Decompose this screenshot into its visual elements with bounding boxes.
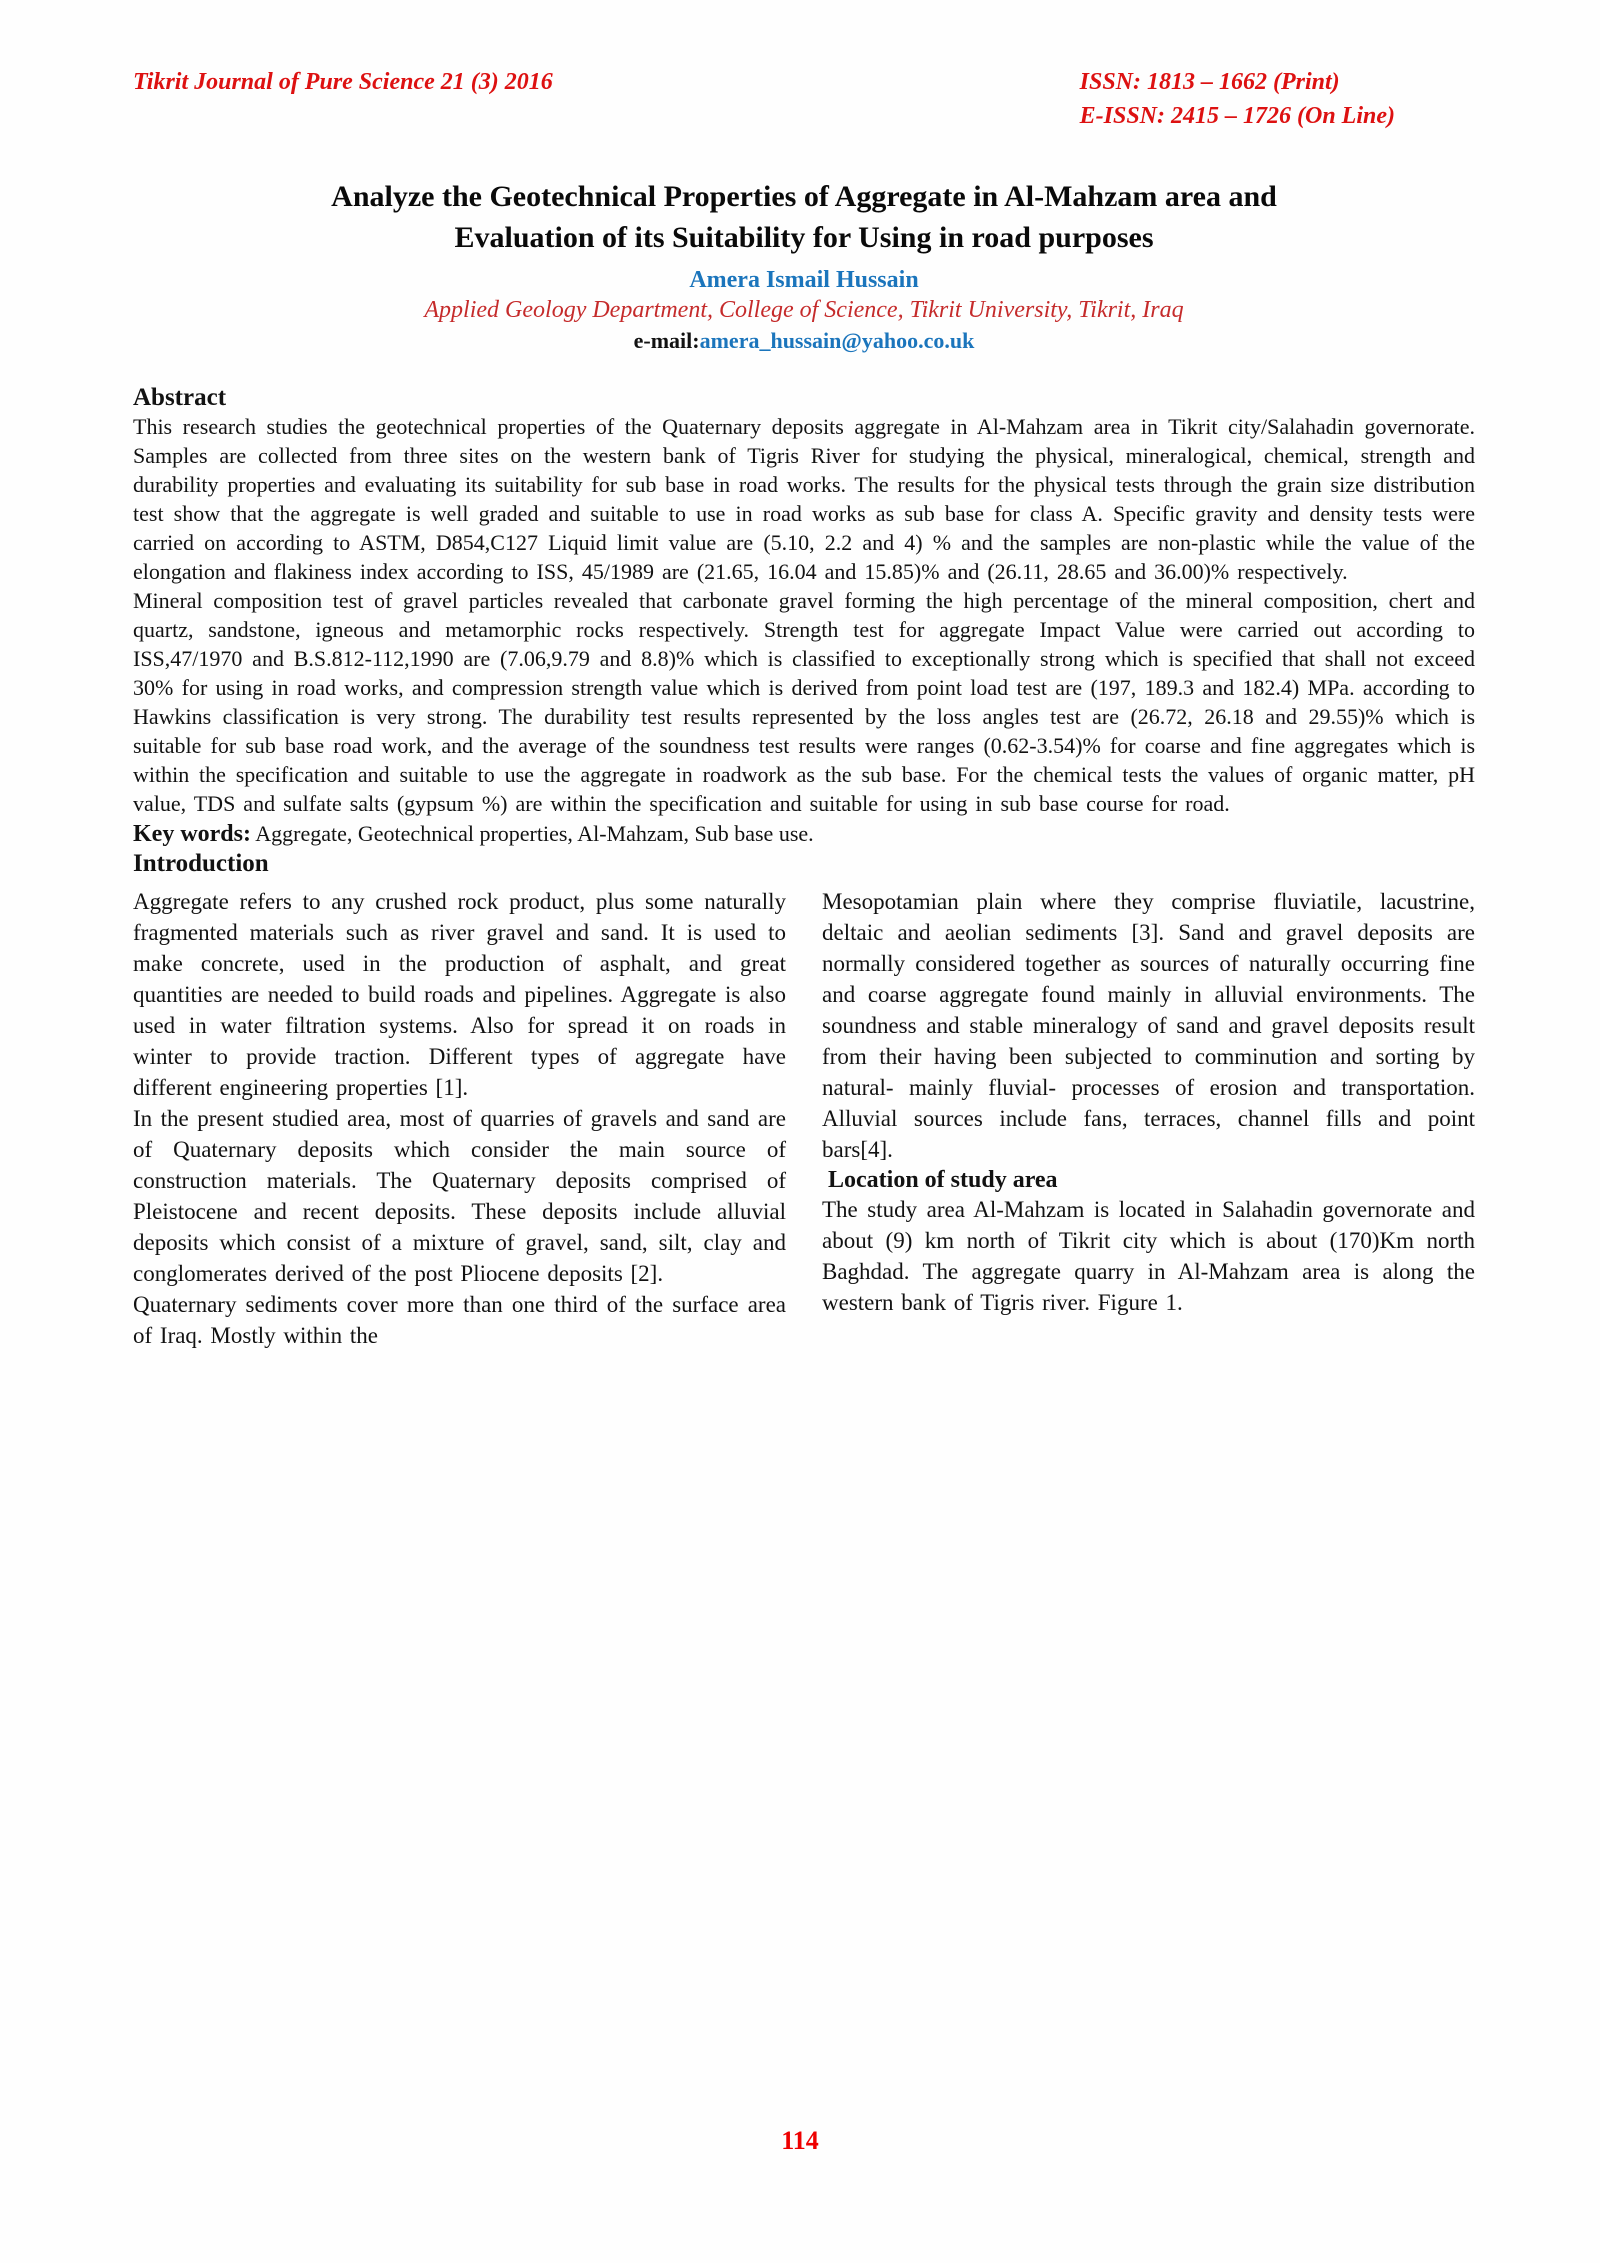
paper-title-line1: Analyze the Geotechnical Properties of Aggregate in Al-Mahzam area and bbox=[331, 180, 1277, 214]
right-column bbox=[822, 886, 1475, 1351]
introduction-heading: Introduction bbox=[133, 850, 269, 878]
email-address[interactable]: amera_hussain@yahoo.co.uk bbox=[699, 328, 975, 354]
email-line bbox=[133, 328, 1475, 354]
issn-print: ISSN: 1813 – 1662 (Print) bbox=[1079, 69, 1340, 95]
left-column bbox=[133, 886, 786, 1351]
intro-right-paragraph: Mesopotamian plain where they comprise fluviatile, lacustrine, deltaic and aeolian sediments [3]. Sand and gravel deposits are normally considered together as sources of naturally occurring fine and coarse aggregate found mainly in alluvial environments. The soundness and stable mineralogy of sand and gravel deposits result from their having been subjected to comminution and sorting by natural- mainly fluvial- processes of erosion and transportation. Alluvial sources include fans, terraces, channel fills and point bars[4]. bbox=[822, 889, 1475, 1163]
intro-left-paragraph-1: Aggregate refers to any crushed rock product, plus some naturally fragmented materials such as river gravel and sand. It is used to make concrete, used in the production of asphalt, and great quantities are needed to build roads and pipelines. Aggregate is also used in water filtration systems. Also for spread it on roads in winter to provide traction. Different types of aggregate have different engineering properties [1]. bbox=[133, 889, 786, 1101]
two-column-body bbox=[133, 886, 1475, 1351]
journal-title: Tikrit Journal of Pure Science 21 (3) 2016 bbox=[133, 69, 553, 95]
issn-block bbox=[1080, 66, 1475, 133]
issn-online: E-ISSN: 2415 – 1726 (On Line) bbox=[1079, 102, 1395, 129]
email-label: e-mail: bbox=[633, 328, 700, 354]
page-number: 114 bbox=[781, 2126, 819, 2155]
keywords-text: Aggregate, Geotechnical properties, Al-Mahzam, Sub base use. bbox=[255, 821, 814, 847]
page-header bbox=[133, 66, 1475, 133]
intro-left-paragraph-3: Quaternary sediments cover more than one third of the surface area of Iraq. Mostly within the bbox=[133, 1292, 786, 1349]
abstract-paragraph-2: Mineral composition test of gravel particles revealed that carbonate gravel forming the high percentage of the mineral composition, chert and quartz, sandstone, igneous and metamorphic rocks respectively. Strength test for aggregate Impact Value were carried out according to ISS,47/1970 and B.S.812-112,1990 are (7.06,9.79 and 8.8)% which is classified to exceptionally strong which is specified that shall not exceed 30% for using in road works, and compression strength value which is derived from point load test are (197, 189.3 and 182.4) MPa. according to Hawkins classification is very strong. The durability test results represented by the loss angles test are (26.72, 26.18 and 29.55)% which is suitable for sub base road work, and the average of the soundness test results were ranges (0.62-3.54)% for coarse and fine aggregates which is within the specification and suitable to use the aggregate in roadwork as the sub base. For the chemical tests the values of organic matter, pH value, TDS and sulfate salts (gypsum %) are within the specification and suitable for using in sub base course for road. bbox=[133, 588, 1475, 817]
abstract-heading: Abstract bbox=[133, 384, 227, 412]
paper-title-line2: Evaluation of its Suitability for Using in road purposes bbox=[454, 220, 1154, 254]
keywords-line bbox=[133, 821, 1475, 848]
location-heading: Location of study area bbox=[828, 1167, 1058, 1194]
intro-left-paragraph-2: In the present studied area, most of quarries of gravels and sand are of Quaternary deposits which consider the main source of construction materials. The Quaternary deposits comprised of Pleistocene and recent deposits. These deposits include alluvial deposits which consist of a mixture of gravel, sand, silt, clay and conglomerates derived of the post Pliocene deposits [2]. bbox=[133, 1106, 786, 1287]
abstract-paragraph-1: This research studies the geotechnical properties of the Quaternary deposits aggregate in Al-Mahzam area in Tikrit city/Salahadin governorate. Samples are collected from three sites on the western bank of Tigris River for studying the physical, mineralogical, chemical, strength and durability properties and evaluating its suitability for sub base in road works. The results for the physical tests through the grain size distribution test show that the aggregate is well graded and suitable to use in road works as sub base for class A. Specific gravity and density tests were carried on according to ASTM, D854,C127 Liquid limit value are (5.10, 2.2 and 4) % and the samples are non-plastic while the value of the elongation and flakiness index according to ISS, 45/1989 are (21.65, 16.04 and 15.85)% and (26.11, 28.65 and 36.00)% respectively. bbox=[133, 414, 1475, 585]
author-affiliation: Applied Geology Department, College of Science, Tikrit University, Tikrit, Iraq bbox=[424, 297, 1184, 324]
keywords-label: Key words: bbox=[133, 821, 251, 848]
paper-title bbox=[133, 177, 1475, 258]
location-paragraph: The study area Al-Mahzam is located in Salahadin governorate and about (9) km north of Tikrit city which is about (170)Km north Baghdad. The aggregate quarry in Al-Mahzam area is along the western bank of Tigris river. Figure 1. bbox=[822, 1197, 1475, 1316]
author-name: Amera Ismail Hussain bbox=[689, 267, 919, 294]
